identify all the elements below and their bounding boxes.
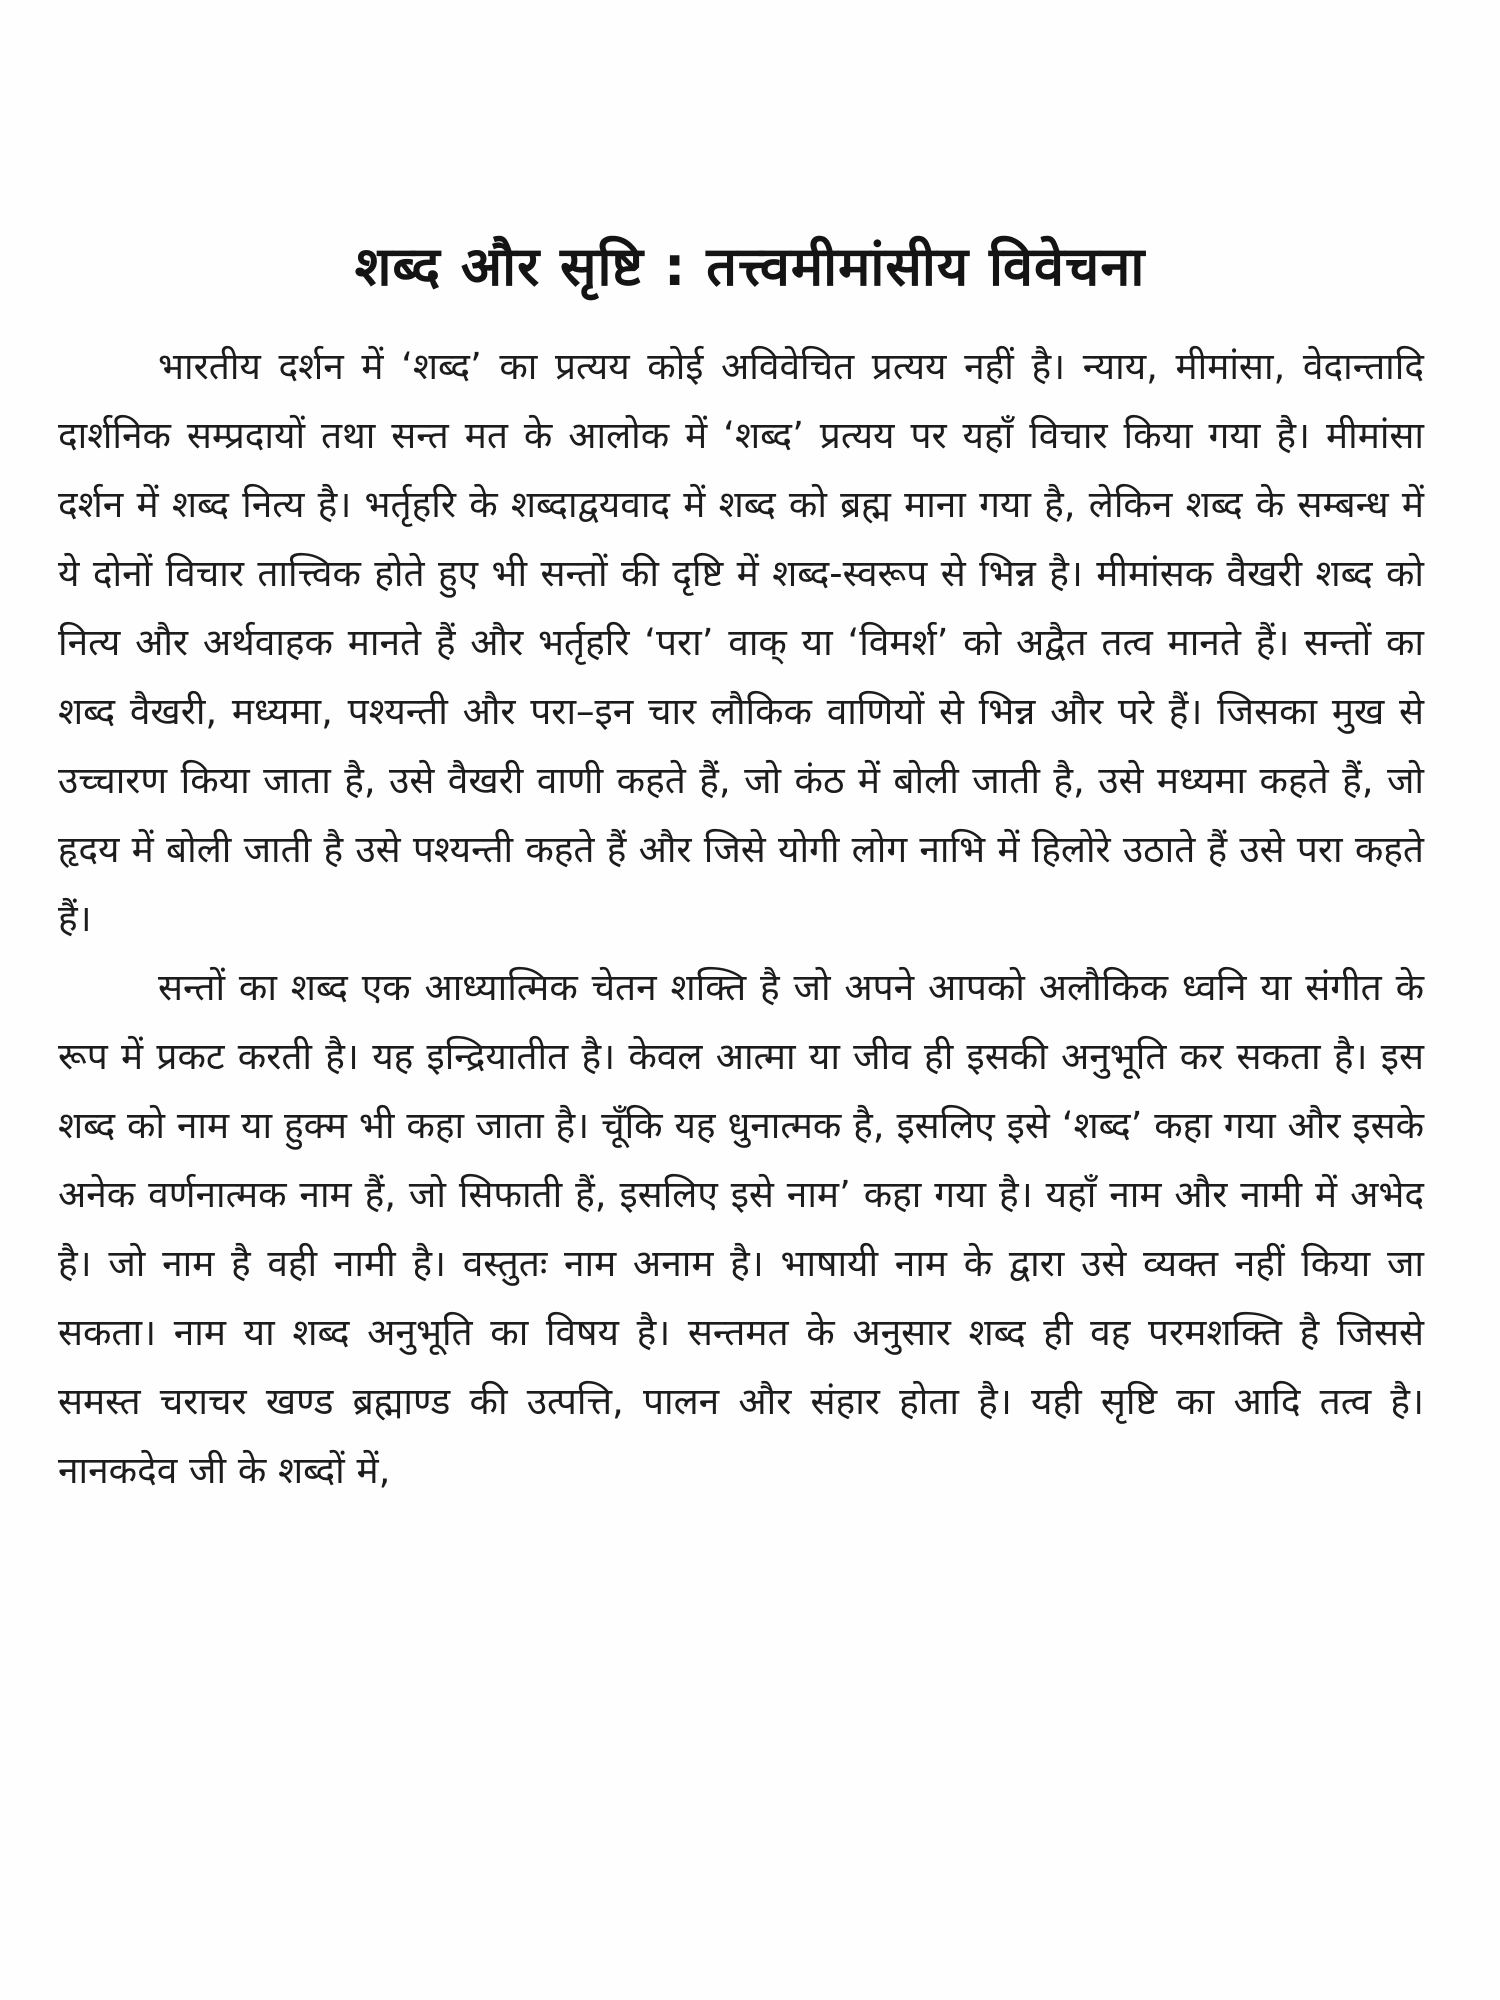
- paragraph-2: सन्तों का शब्द एक आध्यात्मिक चेतन शक्ति है जो अपने आपको अलौकिक ध्वनि या संगीत के रूप में प्रकट करती है। यह इन्द्रियातीत है। केवल आत्मा या जीव ही इसकी अनुभूति कर सकता है। इस शब्द को नाम या हुक्म भी कहा जाता है। चूँकि यह धुनात्मक है, इसलिए इसे ‘शब्द’ कहा गया और इसके अनेक वर्णनात्मक नाम हैं, जो सिफाती हैं, इसलिए इसे नाम’ कहा गया है। यहाँ नाम और नामी में अभेद है। जो नाम है वही नामी है। वस्तुतः नाम अनाम है। भाषायी नाम के द्वारा उसे व्यक्त नहीं किया जा सकता। नाम या शब्द अनुभूति का विषय है। सन्तमत के अनुसार शब्द ही वह परमशक्ति है जिससे समस्त चराचर खण्ड ब्रह्माण्ड की उत्पत्ति, पालन और संहार होता है। यही सृष्टि का आदि तत्व है। नानकदेव जी के शब्दों में,: [58, 966, 1424, 1492]
- paragraph-1: भारतीय दर्शन में ‘शब्द’ का प्रत्यय कोई अविवेचित प्रत्यय नहीं है। न्याय, मीमांसा, वेदान्तादि दार्शनिक सम्प्रदायों तथा सन्त मत के आलोक में ‘शब्द’ प्रत्यय पर यहाँ विचार किया गया है। मीमांसा दर्शन में शब्द नित्य है। भर्तृहरि के शब्दाद्वयवाद में शब्द को ब्रह्म माना गया है, लेकिन शब्द के सम्बन्ध में ये दोनों विचार तात्त्विक होते हुए भी सन्तों की दृष्टि में शब्द-स्वरूप से भिन्न है। मीमांसक वैखरी शब्द को नित्य और अर्थवाहक मानते हैं और भर्तृहरि ‘परा’ वाक् या ‘विमर्श’ को अद्वैत तत्व मानते हैं। सन्तों का शब्द वैखरी, मध्यमा, पश्यन्ती और परा–इन चार लौकिक वाणियों से भिन्न और परे हैं। जिसका मुख से उच्चारण किया जाता है, उसे वैखरी वाणी कहते हैं, जो कंठ में बोली जाती है, उसे मध्यमा कहते हैं, जो हृदय में बोली जाती है उसे पश्यन्ती कहते हैं और जिसे योगी लोग नाभि में हिलोरे उठाते हैं उसे परा कहते हैं।: [58, 345, 1424, 940]
- body-text: [58, 332, 1424, 1505]
- page-title: शब्द और सृष्टि : तत्त्वमीमांसीय विवेचना: [354, 235, 1146, 298]
